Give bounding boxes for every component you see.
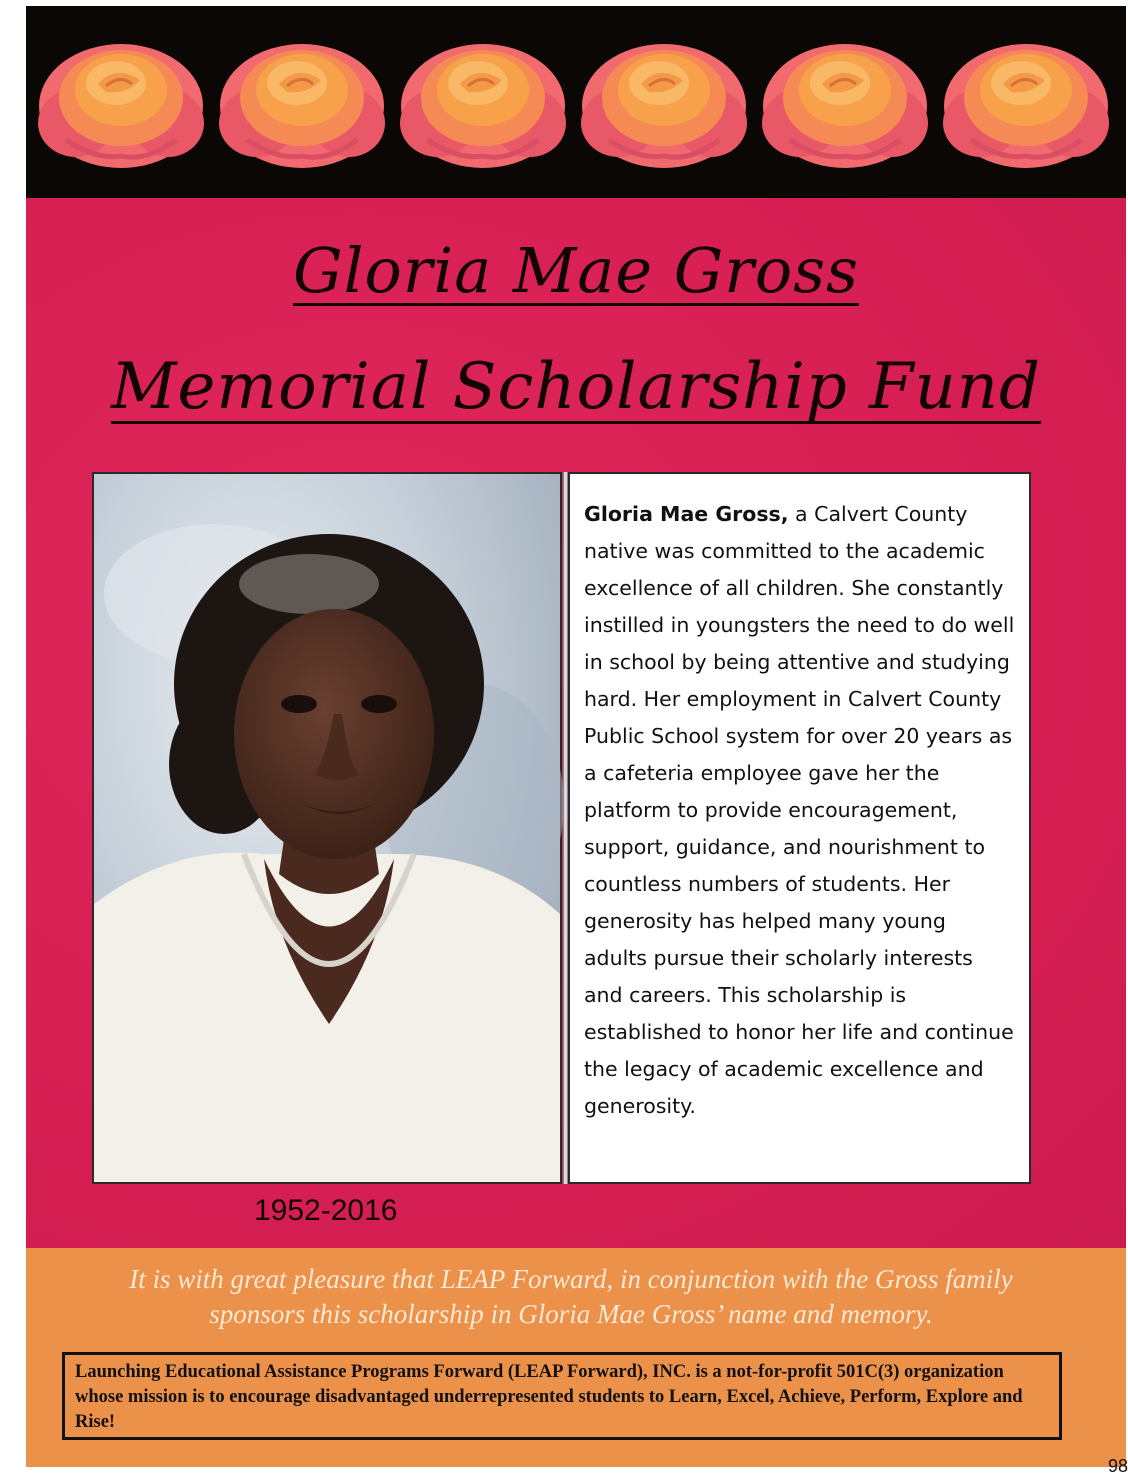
life-years: 1952-2016 <box>254 1194 398 1227</box>
rose-icon <box>217 28 387 178</box>
title-line-1 <box>26 234 1126 307</box>
rose-banner <box>26 6 1126 198</box>
flyer-page <box>26 6 1128 1476</box>
rose-icon <box>398 28 568 178</box>
rose-icon <box>579 28 749 178</box>
title-line-2 <box>26 350 1126 424</box>
title-fund: Memorial Scholarship Fund <box>111 350 1041 424</box>
bio-name: Gloria Mae Gross, <box>584 502 789 526</box>
title-name: Gloria Mae Gross <box>293 234 859 307</box>
portrait-photo <box>92 472 562 1184</box>
page-number: 98 <box>1108 1456 1128 1476</box>
rose-icon <box>36 28 206 178</box>
bio-body: a Calvert County native was committed to the academic excellence of all children. She constantly instilled in youngsters the need to do well in school by being attentive and studying hard. Her employment in Calvert County Public School system for over 20 years as a cafeteria employee gave her the platform to provide encouragement, support, guidance, and nourishment to countless numbers of students. Her generosity has helped many young adults pursue their scholarly interests and careers. This scholarship is established to honor her life and continue the legacy of academic excellence and generosity. <box>584 502 1015 1118</box>
tribute-line-2: sponsors this scholarship in Gloria Mae Gross’ name and memory. <box>209 1299 933 1329</box>
bio-text-box <box>568 472 1031 1184</box>
rose-icon <box>941 28 1111 178</box>
rose-icon <box>760 28 930 178</box>
tribute-statement <box>26 1262 1116 1332</box>
tribute-line-1: It is with great pleasure that LEAP Forward, in conjunction with the Gross family <box>129 1264 1013 1294</box>
mission-box: Launching Educational Assistance Programs Forward (LEAP Forward), INC. is a not-for-profit 501C(3) organization whose mission is to encourage disadvantaged underrepresented students to Learn, Excel, Achieve, Perform, Explore and Rise! <box>62 1352 1062 1440</box>
